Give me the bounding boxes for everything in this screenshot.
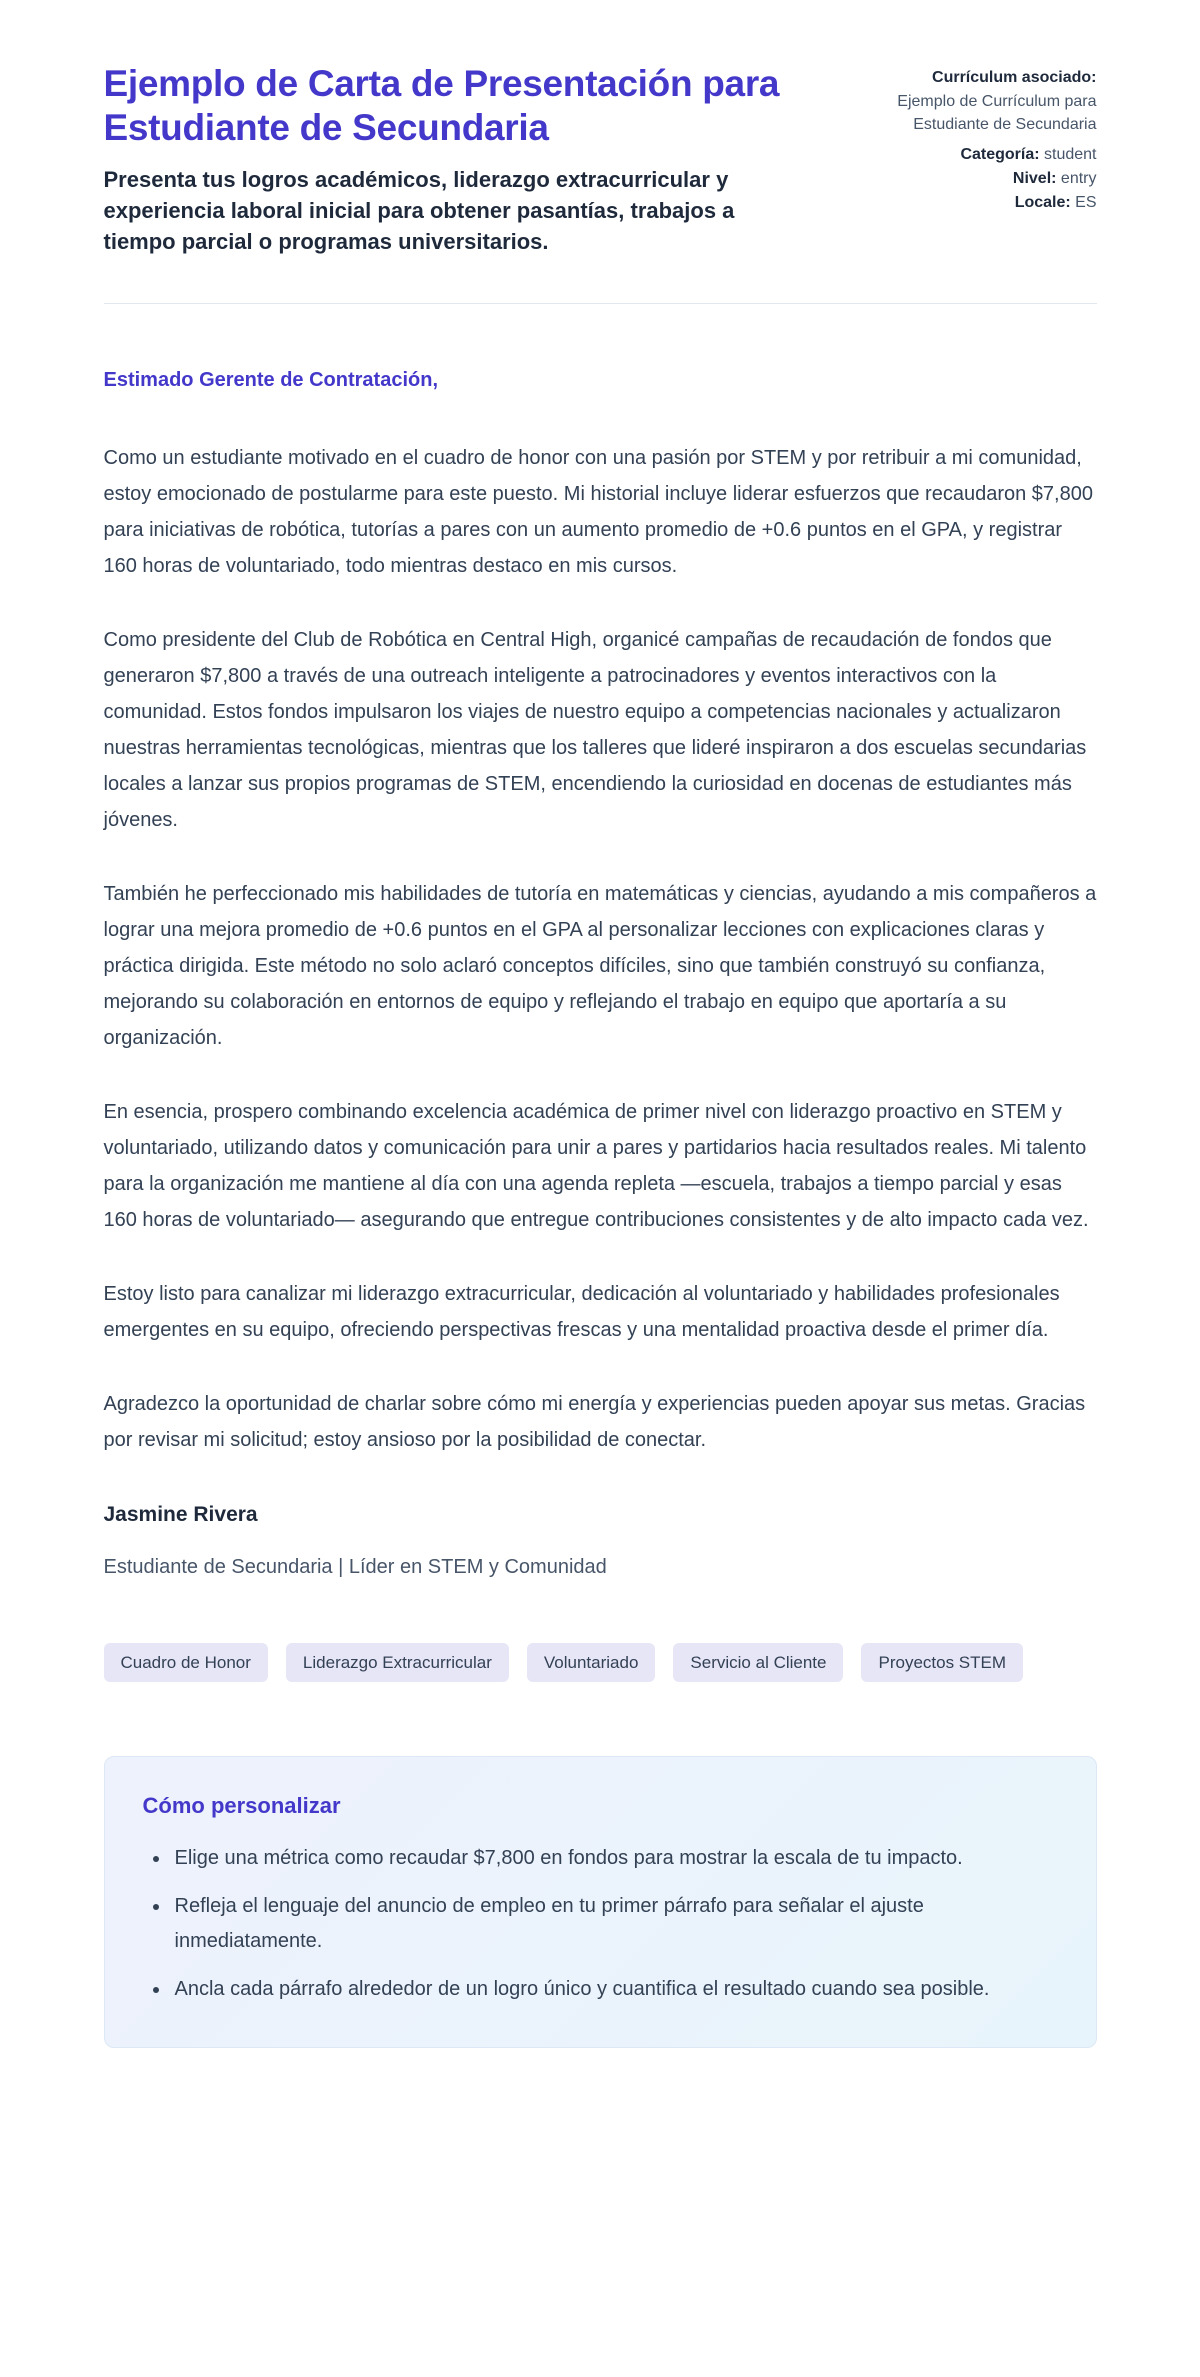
letter-paragraph: Como un estudiante motivado en el cuadro de honor con una pasión por STEM y por retribuir a mi comunidad, estoy emocionado de postularme para este puesto. Mi historial incluye liderar esfuerzos que recaudaron $7,800 para iniciativas de robótica, tutorías a pares con un aumento promedio de +0.6 puntos en el GPA, y registrar 160 horas de voluntariado, todo mientras destaco en mis cursos. (103, 447, 1093, 578)
meta-resume-label: Currículum asociado: (932, 69, 1097, 86)
letter-paragraph: También he perfeccionado mis habilidades de tutoría en matemáticas y ciencias, ayudando a mis compañeros a lograr una mejora promedio de +0.6 puntos en el GPA al personalizar lecciones con explicaciones claras y práctica dirigida. Este método no solo aclaró conceptos difíciles, sino que también construyó su confianza, mejorando su colaboración en entornos de equipo y reflejando el trabajo en equipo que aportaría a su organización. (103, 883, 1097, 1050)
tip-item: • Ancla cada párrafo alrededor de un logro único y cuantifica el resultado cuando sea posible. (171, 1972, 1058, 2007)
page-subtitle: Presenta tus logros académicos, liderazgo extracurricular y experiencia laboral inicial para obtener pasantías, trabajos a tiempo parcial o programas universitarios. (103, 166, 735, 255)
tag-chip-proyectos-stem: Proyectos STEM (861, 1643, 1023, 1682)
meta-locale-label: Locale: (1014, 193, 1071, 211)
meta-locale-value: ES (1075, 193, 1097, 211)
tag-chip-liderazgo-extracurricular: Liderazgo Extracurricular (286, 1643, 509, 1682)
page (104, 0, 1097, 2160)
header-divider (104, 303, 1097, 304)
letter-paragraph: Agradezco la oportunidad de charlar sobre cómo mi energía y experiencias pueden apoyar sus metas. Gracias por revisar mi solicitud; estoy ansioso por la posibilidad de conectar. (103, 1393, 1086, 1452)
page-title: Ejemplo de Carta de Presentación para Estudiante de Secundaria (103, 63, 780, 149)
meta-locale-row (845, 191, 1097, 214)
meta-panel (845, 62, 1097, 215)
header-left (104, 62, 804, 257)
meta-category-value: student (1044, 145, 1097, 163)
meta-category-label: Categoría: (960, 145, 1040, 163)
letter-greeting: Estimado Gerente de Contratación, (103, 369, 439, 392)
meta-resume-row (845, 66, 1097, 89)
letter-body (104, 362, 1097, 1585)
tag-chip-voluntariado: Voluntariado (527, 1643, 656, 1682)
meta-level-row (845, 167, 1097, 190)
tag-chip-cuadro-de-honor: Cuadro de Honor (104, 1643, 268, 1682)
tips-title: Cómo personalizar (142, 1793, 341, 1819)
tip-item: • Refleja el lenguaje del anuncio de empleo en tu primer párrafo para señalar el ajuste inmediatamente. (171, 1889, 1058, 1959)
meta-resume-value: Ejemplo de Currículum para Estudiante de Secundaria (897, 93, 1097, 134)
signature-title: Estudiante de Secundaria | Líder en STEM y Comunidad (103, 1556, 607, 1579)
signature-name: Jasmine Rivera (103, 1503, 258, 1527)
meta-level-label: Nivel: (1012, 169, 1057, 187)
letter-paragraph: Como presidente del Club de Robótica en Central High, organicé campañas de recaudación de fondos que generaron $7,800 a través de una outreach inteligente a patrocinadores y eventos interactivos con la comunidad. Estos fondos impulsaron los viajes de nuestro equipo a competencias nacionales y actualizaron nuestras herramientas tecnológicas, mientras que los talleres que lideré inspiraron a dos escuelas secundarias locales a lanzar sus propios programas de STEM, encendiendo la curiosidad en docenas de estudiantes más jóvenes. (103, 629, 1087, 832)
letter-paragraph: Estoy listo para canalizar mi liderazgo extracurricular, dedicación al voluntariado y habilidades profesionales emergentes en su equipo, ofreciendo perspectivas frescas y una mentalidad proactiva desde el primer día. (103, 1283, 1060, 1342)
tag-chip-servicio-al-cliente: Servicio al Cliente (673, 1643, 843, 1682)
doc-header (104, 62, 1097, 257)
customization-tips-box (104, 1756, 1097, 2048)
tips-list (143, 1841, 1058, 2007)
meta-level-value: entry (1060, 169, 1097, 187)
letter-paragraph: En esencia, prospero combinando excelencia académica de primer nivel con liderazgo proactivo en STEM y voluntariado, utilizando datos y comunicación para unir a pares y partidarios hacia resultados reales. Mi talento para la organización me mantiene al día con una agenda repleta —escuela, trabajos a tiempo parcial y esas 160 horas de voluntariado— asegurando que entregue contribuciones consistentes y de alto impacto cada vez. (103, 1101, 1089, 1232)
tag-list (104, 1643, 1097, 1682)
tip-item: • Elige una métrica como recaudar $7,800 en fondos para mostrar la escala de tu impacto. (171, 1841, 1058, 1876)
meta-category-row (845, 143, 1097, 166)
